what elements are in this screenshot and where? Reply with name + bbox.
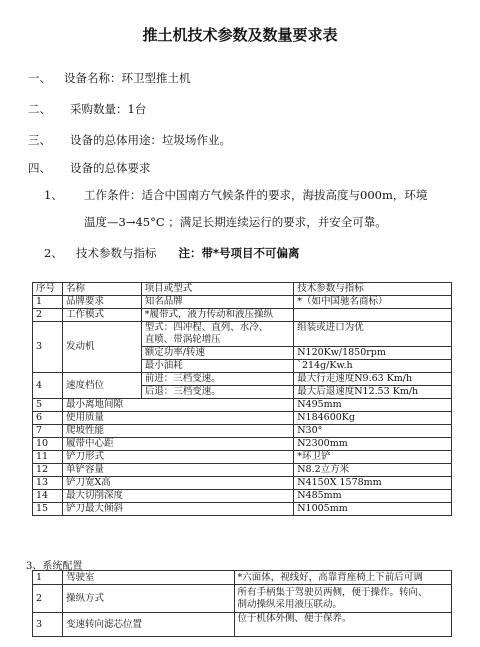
system-config-heading: 3、系统配置 xyxy=(26,561,83,572)
cell-spec: N1005mm xyxy=(294,503,452,516)
cell-num: 13 xyxy=(33,477,63,490)
section-text: 设备名称：环卫型推土机 xyxy=(64,71,191,85)
cell-spec: N2300mm xyxy=(294,438,452,451)
cell-spec: *六面体，视线好，高靠背座椅上下前后可调 xyxy=(234,571,451,585)
cell-spec: N4150X 1578mm xyxy=(294,477,452,490)
cell-spec: 最大行走速度N9.63 Km/h xyxy=(294,373,452,386)
table-row xyxy=(33,503,452,516)
header-cell: 项目或型式 xyxy=(141,283,294,296)
requirement-1 xyxy=(44,187,427,203)
cell-spec: N495mm xyxy=(294,399,452,412)
cell-num: 12 xyxy=(33,464,63,477)
table-row xyxy=(33,412,452,425)
cell-type: 最小油耗 xyxy=(141,360,294,373)
table-row xyxy=(33,490,452,503)
cell-num: 1 xyxy=(33,296,63,309)
section-number: 四、 xyxy=(28,161,51,175)
cell-type: *履带式，液力传动和液压操纵 xyxy=(141,309,294,322)
cell-type: 型式：四冲程、直列、水冷、 xyxy=(141,322,294,335)
table-row xyxy=(33,477,452,490)
table-row xyxy=(33,309,452,322)
table-row xyxy=(33,451,452,464)
cell-type: 知名品牌 xyxy=(141,296,294,309)
table-row xyxy=(33,613,452,637)
requirement-1-continued: 温度—3→45°C ；满足长期连续运行的要求，并安全可靠。 xyxy=(84,215,387,229)
cell-spec: `214g/Kw.h xyxy=(294,360,452,373)
cell-spec xyxy=(294,309,452,322)
header-cell: 序号 xyxy=(33,283,63,296)
cell-type: 额定功率/转速 xyxy=(141,347,294,360)
cell-num: 2 xyxy=(33,309,63,322)
cell-num: 15 xyxy=(33,503,63,516)
section-text: 设备的总体要求 xyxy=(70,161,151,175)
spec-line: 制动操纵采用液压联动。 xyxy=(237,598,343,610)
table-row xyxy=(33,425,452,438)
spec-line: 所有手柄集于驾驶员两侧，便于操作。转向、 xyxy=(237,586,428,598)
section-2 xyxy=(28,101,146,117)
requirement-text: 技术参数与指标 xyxy=(76,246,157,260)
system-config-table xyxy=(32,570,452,637)
cell-spec: *环卫铲 xyxy=(294,451,452,464)
table-row xyxy=(33,322,452,335)
requirement-number: 1、 xyxy=(44,188,63,202)
requirement-text: 工作条件：适合中国南方气候条件的要求，海拔高度与000m，环境 xyxy=(84,188,428,202)
cell-num: 3 xyxy=(33,322,63,373)
table-row xyxy=(33,438,452,451)
cell-name: 品牌要求 xyxy=(62,296,141,309)
table-row xyxy=(33,585,452,613)
cell-num: 6 xyxy=(33,412,63,425)
section-1 xyxy=(28,70,191,86)
cell-name: 铲刀形式 xyxy=(62,451,293,464)
cell-name: 驾驶室 xyxy=(62,571,234,585)
header-cell: 技术参数与指标 xyxy=(294,283,452,296)
cell-spec: 位于机体外侧、便于保养。 xyxy=(234,613,451,637)
cell-name: 铲刀最大倾斜 xyxy=(62,503,293,516)
cell-type: 后退：三档变速。 xyxy=(141,386,294,399)
cell-num: 4 xyxy=(33,373,63,399)
cell-name: 速度档位 xyxy=(62,373,141,399)
cell-name: 变速转向滤芯位置 xyxy=(62,613,234,637)
table-row xyxy=(33,571,452,585)
cell-type: 前进：三档变速。 xyxy=(141,373,294,386)
cell-spec: N485mm xyxy=(294,490,452,503)
cell-name: 发动机 xyxy=(62,322,141,373)
cell-num: 11 xyxy=(33,451,63,464)
cell-spec: *（如中国驰名商标） xyxy=(294,296,452,309)
cell-name: 使用质量 xyxy=(62,412,293,425)
cell-num: 10 xyxy=(33,438,63,451)
cell-spec: N120Kw/1850rpm xyxy=(294,347,452,360)
section-number: 三、 xyxy=(28,133,51,147)
table-row xyxy=(33,373,452,386)
table-header xyxy=(33,283,452,296)
section-4 xyxy=(28,160,151,176)
cell-spec xyxy=(294,334,452,347)
cell-num: 1 xyxy=(33,571,63,585)
cell-name: 最小离地间隙 xyxy=(62,399,293,412)
table-row xyxy=(33,296,452,309)
requirement-number: 2、 xyxy=(44,246,63,260)
section-text: 设备的总体用途：垃圾场作业。 xyxy=(70,133,231,147)
requirement-2 xyxy=(44,245,300,261)
cell-name: 操纵方式 xyxy=(62,585,234,613)
cell-spec: 最大后退速度N12.53 Km/h xyxy=(294,386,452,399)
cell-type: 直喷、带涡轮增压 xyxy=(141,334,294,347)
parameter-table xyxy=(32,282,452,516)
section-3 xyxy=(28,132,231,148)
cell-spec: N30° xyxy=(294,425,452,438)
table-row xyxy=(33,399,452,412)
cell-num: 7 xyxy=(33,425,63,438)
cell-num: 3 xyxy=(33,613,63,637)
cell-spec xyxy=(234,585,451,613)
cell-name: 履带中心距 xyxy=(62,438,293,451)
cell-name: 单铲容量 xyxy=(62,464,293,477)
cell-num: 2 xyxy=(33,585,63,613)
page-title: 推土机技术参数及数量要求表 xyxy=(142,26,338,44)
cell-num: 14 xyxy=(33,490,63,503)
table-row xyxy=(33,464,452,477)
cell-spec: 组装或进口为优 xyxy=(294,322,452,335)
section-text: 采购数量：1台 xyxy=(70,102,147,116)
cell-name: 工作模式 xyxy=(62,309,141,322)
header-cell: 名称 xyxy=(62,283,141,296)
cell-spec: N8.2立方米 xyxy=(294,464,452,477)
cell-num: 5 xyxy=(33,399,63,412)
section-number: 二、 xyxy=(28,102,51,116)
requirement-note: 注：带*号项目不可偏离 xyxy=(178,246,300,260)
cell-spec: N184600Kg xyxy=(294,412,452,425)
cell-name: 爬坡性能 xyxy=(62,425,293,438)
cell-name: 铲刀宽X高 xyxy=(62,477,293,490)
cell-name: 最大切削深度 xyxy=(62,490,293,503)
section-number: 一、 xyxy=(28,71,51,85)
